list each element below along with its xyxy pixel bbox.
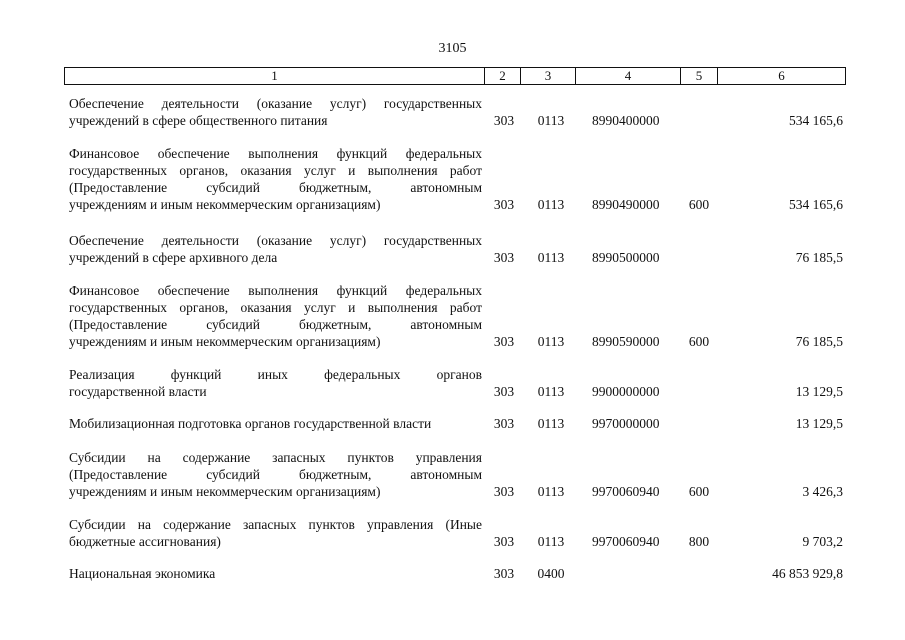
row-description [69, 415, 482, 432]
header-col-1: 1 [65, 68, 485, 85]
row-description [69, 449, 482, 500]
cell-c6: 534 165,6 [789, 113, 843, 128]
cell-c6: 46 853 929,8 [772, 566, 843, 581]
description-line: Национальная экономика [69, 566, 216, 581]
description-line: (Предоставление субсидий бюджетным, автономным [69, 317, 482, 332]
cell-c2: 303 [493, 250, 515, 265]
description-line: Мобилизационная подготовка органов государственной власти [69, 416, 432, 431]
page-number: 3105 [438, 41, 467, 56]
cell-c2: 303 [493, 113, 515, 128]
cell-c2: 303 [493, 334, 515, 349]
cell-c4: 8990400000 [592, 113, 660, 128]
description-line: государственных органов, оказания услуг и выполнения работ [69, 163, 482, 178]
row-description [69, 565, 482, 582]
description-line: Субсидии на содержание запасных пунктов управления [69, 450, 482, 465]
row-description [69, 232, 482, 266]
description-line: Финансовое обеспечение выполнения функций федеральных [69, 283, 482, 298]
cell-c3: 0113 [537, 534, 565, 549]
description-line: (Предоставление субсидий бюджетным, автономным [69, 180, 482, 195]
cell-c2: 303 [493, 416, 515, 431]
cell-c6: 3 426,3 [802, 484, 843, 499]
cell-c5: 600 [688, 334, 710, 349]
description-line: Финансовое обеспечение выполнения функций федеральных [69, 146, 482, 161]
cell-c2: 303 [493, 534, 515, 549]
cell-c6: 534 165,6 [789, 197, 843, 212]
cell-c6: 13 129,5 [795, 416, 843, 431]
description-line: учреждениям и иным некоммерческим организациям) [69, 197, 381, 212]
header-col-3: 3 [521, 68, 576, 85]
cell-c4: 8990490000 [592, 197, 660, 212]
description-line: Субсидии на содержание запасных пунктов управления (Иные [69, 517, 482, 532]
cell-c4: 9900000000 [592, 384, 660, 399]
cell-c6: 13 129,5 [795, 384, 843, 399]
cell-c5: 800 [688, 534, 710, 549]
description-line: учреждениям и иным некоммерческим организациям) [69, 334, 381, 349]
description-line: государственных органов, оказания услуг и выполнения работ [69, 300, 482, 315]
cell-c3: 0113 [537, 197, 565, 212]
cell-c4: 9970000000 [592, 416, 660, 431]
cell-c6: 76 185,5 [795, 334, 843, 349]
row-description [69, 366, 482, 400]
cell-c6: 76 185,5 [795, 250, 843, 265]
cell-c2: 303 [493, 566, 515, 581]
description-line: бюджетные ассигнования) [69, 534, 221, 549]
description-line: государственной власти [69, 384, 207, 399]
table-header [64, 67, 846, 85]
cell-c5: 600 [688, 484, 710, 499]
row-description [69, 282, 482, 350]
cell-c4: 9970060940 [592, 484, 660, 499]
cell-c3: 0113 [537, 416, 565, 431]
cell-c6: 9 703,2 [802, 534, 843, 549]
cell-c4: 8990590000 [592, 334, 660, 349]
header-col-5: 5 [681, 68, 718, 85]
cell-c4: 9970060940 [592, 534, 660, 549]
cell-c3: 0113 [537, 384, 565, 399]
cell-c2: 303 [493, 384, 515, 399]
description-line: Реализация функций иных федеральных органов [69, 367, 482, 382]
cell-c4: 8990500000 [592, 250, 660, 265]
cell-c5: 600 [688, 197, 710, 212]
cell-c3: 0113 [537, 250, 565, 265]
header-col-4: 4 [576, 68, 681, 85]
cell-c3: 0400 [537, 566, 565, 581]
cell-c3: 0113 [537, 113, 565, 128]
header-col-2: 2 [485, 68, 521, 85]
description-line: (Предоставление субсидий бюджетным, автономным [69, 467, 482, 482]
cell-c3: 0113 [537, 484, 565, 499]
header-col-6: 6 [718, 68, 846, 85]
description-line: учреждениям и иным некоммерческим организациям) [69, 484, 381, 499]
cell-c3: 0113 [537, 334, 565, 349]
row-description [69, 516, 482, 550]
description-line: Обеспечение деятельности (оказание услуг) государственных [69, 233, 482, 248]
cell-c2: 303 [493, 484, 515, 499]
row-description [69, 145, 482, 213]
row-description [69, 95, 482, 129]
description-line: учреждений в сфере архивного дела [69, 250, 278, 265]
description-line: Обеспечение деятельности (оказание услуг) государственных [69, 96, 482, 111]
description-line: учреждений в сфере общественного питания [69, 113, 328, 128]
cell-c2: 303 [493, 197, 515, 212]
